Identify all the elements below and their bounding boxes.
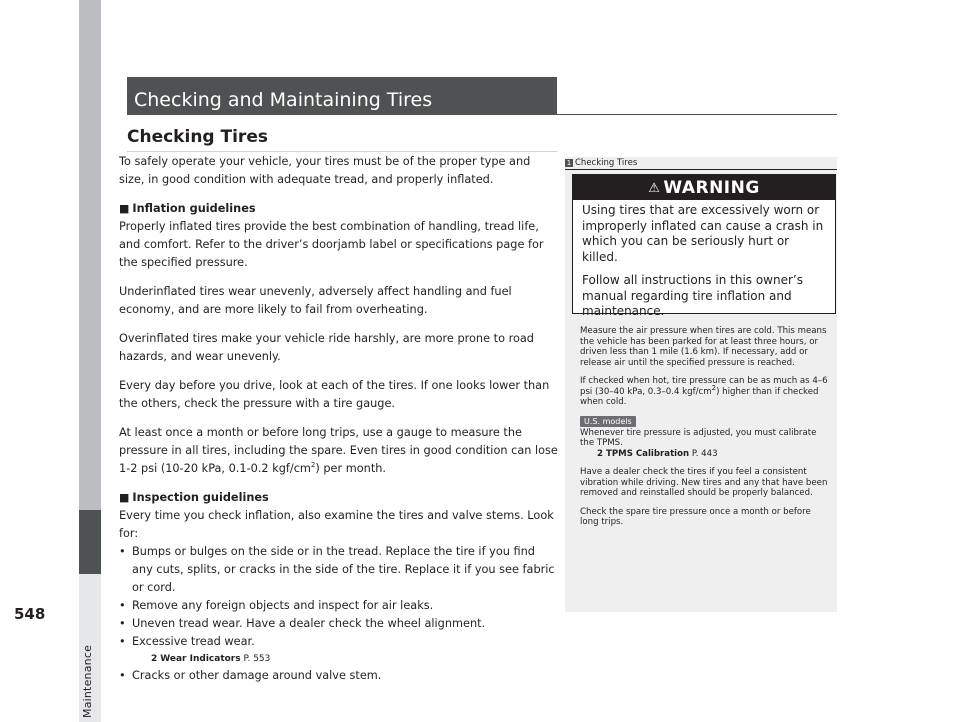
note-paragraph: Whenever tire pressure is adjusted, you must calibrate the TPMS. [580, 427, 817, 448]
list-item: • Cracks or other damage around valve stem. [119, 667, 559, 685]
sidebar-heading: 1 Checking Tires [566, 158, 638, 168]
side-tab-marker [79, 510, 101, 574]
intro-paragraph: To safely operate your vehicle, your tires must be of the proper type and size, in good condition with adequate tread, and properly inflated. [119, 155, 531, 186]
inspection-list-continued [119, 667, 559, 685]
inflation-paragraph: Properly inflated tires provide the best combination of handling, tread life, and comfort. Refer to the driver’s doorjamb label or specifications page for the specified pressure. [119, 220, 544, 269]
monthly-check-paragraph: At least once a month or before long trips, use a gauge to measure the pressure in all tires, including the spare. Even tires in good condition can lose 1-2 psi (10-20 kPa, 0.1-0.2 kgf/$cm^2$) per month. [119, 426, 558, 475]
square-bullet-icon: ■ [119, 491, 130, 504]
page-number: 548 [14, 605, 46, 623]
wear-indicators-link[interactable]: 2 Wear Indicators P. 553 [151, 654, 271, 664]
inflation-heading: ■ Inflation guidelines [119, 202, 256, 215]
note-paragraph: Check the spare tire pressure once a month or before long trips. [580, 506, 811, 527]
side-section-label: Maintenance [81, 644, 94, 718]
note-paragraph: If checked when hot, tire pressure can be as much as 4–6 psi (30–40 kPa, 0.3–0.4 kgf/$cm^2$) higher than if checked when cold. [580, 376, 828, 407]
sidebar-rule [565, 169, 837, 170]
list-item: • Remove any foreign objects and inspect for air leaks. [119, 597, 559, 615]
note-paragraph: Have a dealer check the tires if you feel a consistent vibration while driving. New tires and any that have been removed and reinstalled should be properly balanced. [580, 467, 828, 498]
overinflated-paragraph: Overinflated tires make your vehicle ride harshly, are more prone to road hazards, and wear unevenly. [119, 332, 534, 363]
inspection-heading: ■ Inspection guidelines [119, 491, 269, 504]
tpms-calibration-link[interactable]: 2 TPMS Calibration P. 443 [597, 448, 718, 459]
title-rule [557, 114, 837, 115]
warning-box [572, 174, 836, 318]
list-item: • Bumps or bulges on the side or in the tread. Replace the tire if you find any cuts, splits, or cracks in the side of the tire. Replace it if you see fabric or cord. [119, 543, 559, 597]
note-paragraph: Measure the air pressure when tires are cold. This means the vehicle has been parked for at least three hours, or driven less than 1 mile (1.6 km). If necessary, add or release air until the specified pressure is reached. [580, 326, 827, 368]
warning-header: ⚠ WARNING [573, 175, 835, 200]
inspection-list [119, 543, 559, 651]
reference-arrow-icon: 2 [151, 654, 158, 664]
warning-text [573, 200, 835, 320]
daily-check-paragraph: Every day before you drive, look at each of the tires. If one looks lower than the others, check the pressure with a tire gauge. [119, 379, 550, 410]
warning-triangle-icon: ⚠ [648, 181, 661, 196]
square-bullet-icon: ■ [119, 202, 130, 215]
side-tab-upper [79, 0, 101, 510]
note-marker-icon: 1 [566, 159, 572, 167]
sidebar-notes [580, 326, 830, 536]
underinflated-paragraph: Underinflated tires wear unevenly, adversely affect handling and fuel economy, and are more likely to fail from overheating. [119, 285, 512, 316]
warning-paragraph: Using tires that are excessively worn or improperly inflated can cause a crash in which you can be seriously hurt or killed. [582, 203, 824, 264]
list-item: • Excessive tread wear. [119, 633, 559, 651]
reference-arrow-icon: 2 [597, 448, 603, 459]
inspection-intro: Every time you check inflation, also examine the tires and valve stems. Look for: [119, 509, 554, 540]
list-item: • Uneven tread wear. Have a dealer check the wheel alignment. [119, 615, 559, 633]
us-models-badge: U.S. models [580, 416, 636, 427]
warning-paragraph: Follow all instructions in this owner’s manual regarding tire inflation and maintenance. [582, 273, 803, 318]
section-title: Checking Tires [127, 127, 557, 152]
main-text [119, 153, 559, 685]
chapter-title: Checking and Maintaining Tires [127, 77, 557, 115]
